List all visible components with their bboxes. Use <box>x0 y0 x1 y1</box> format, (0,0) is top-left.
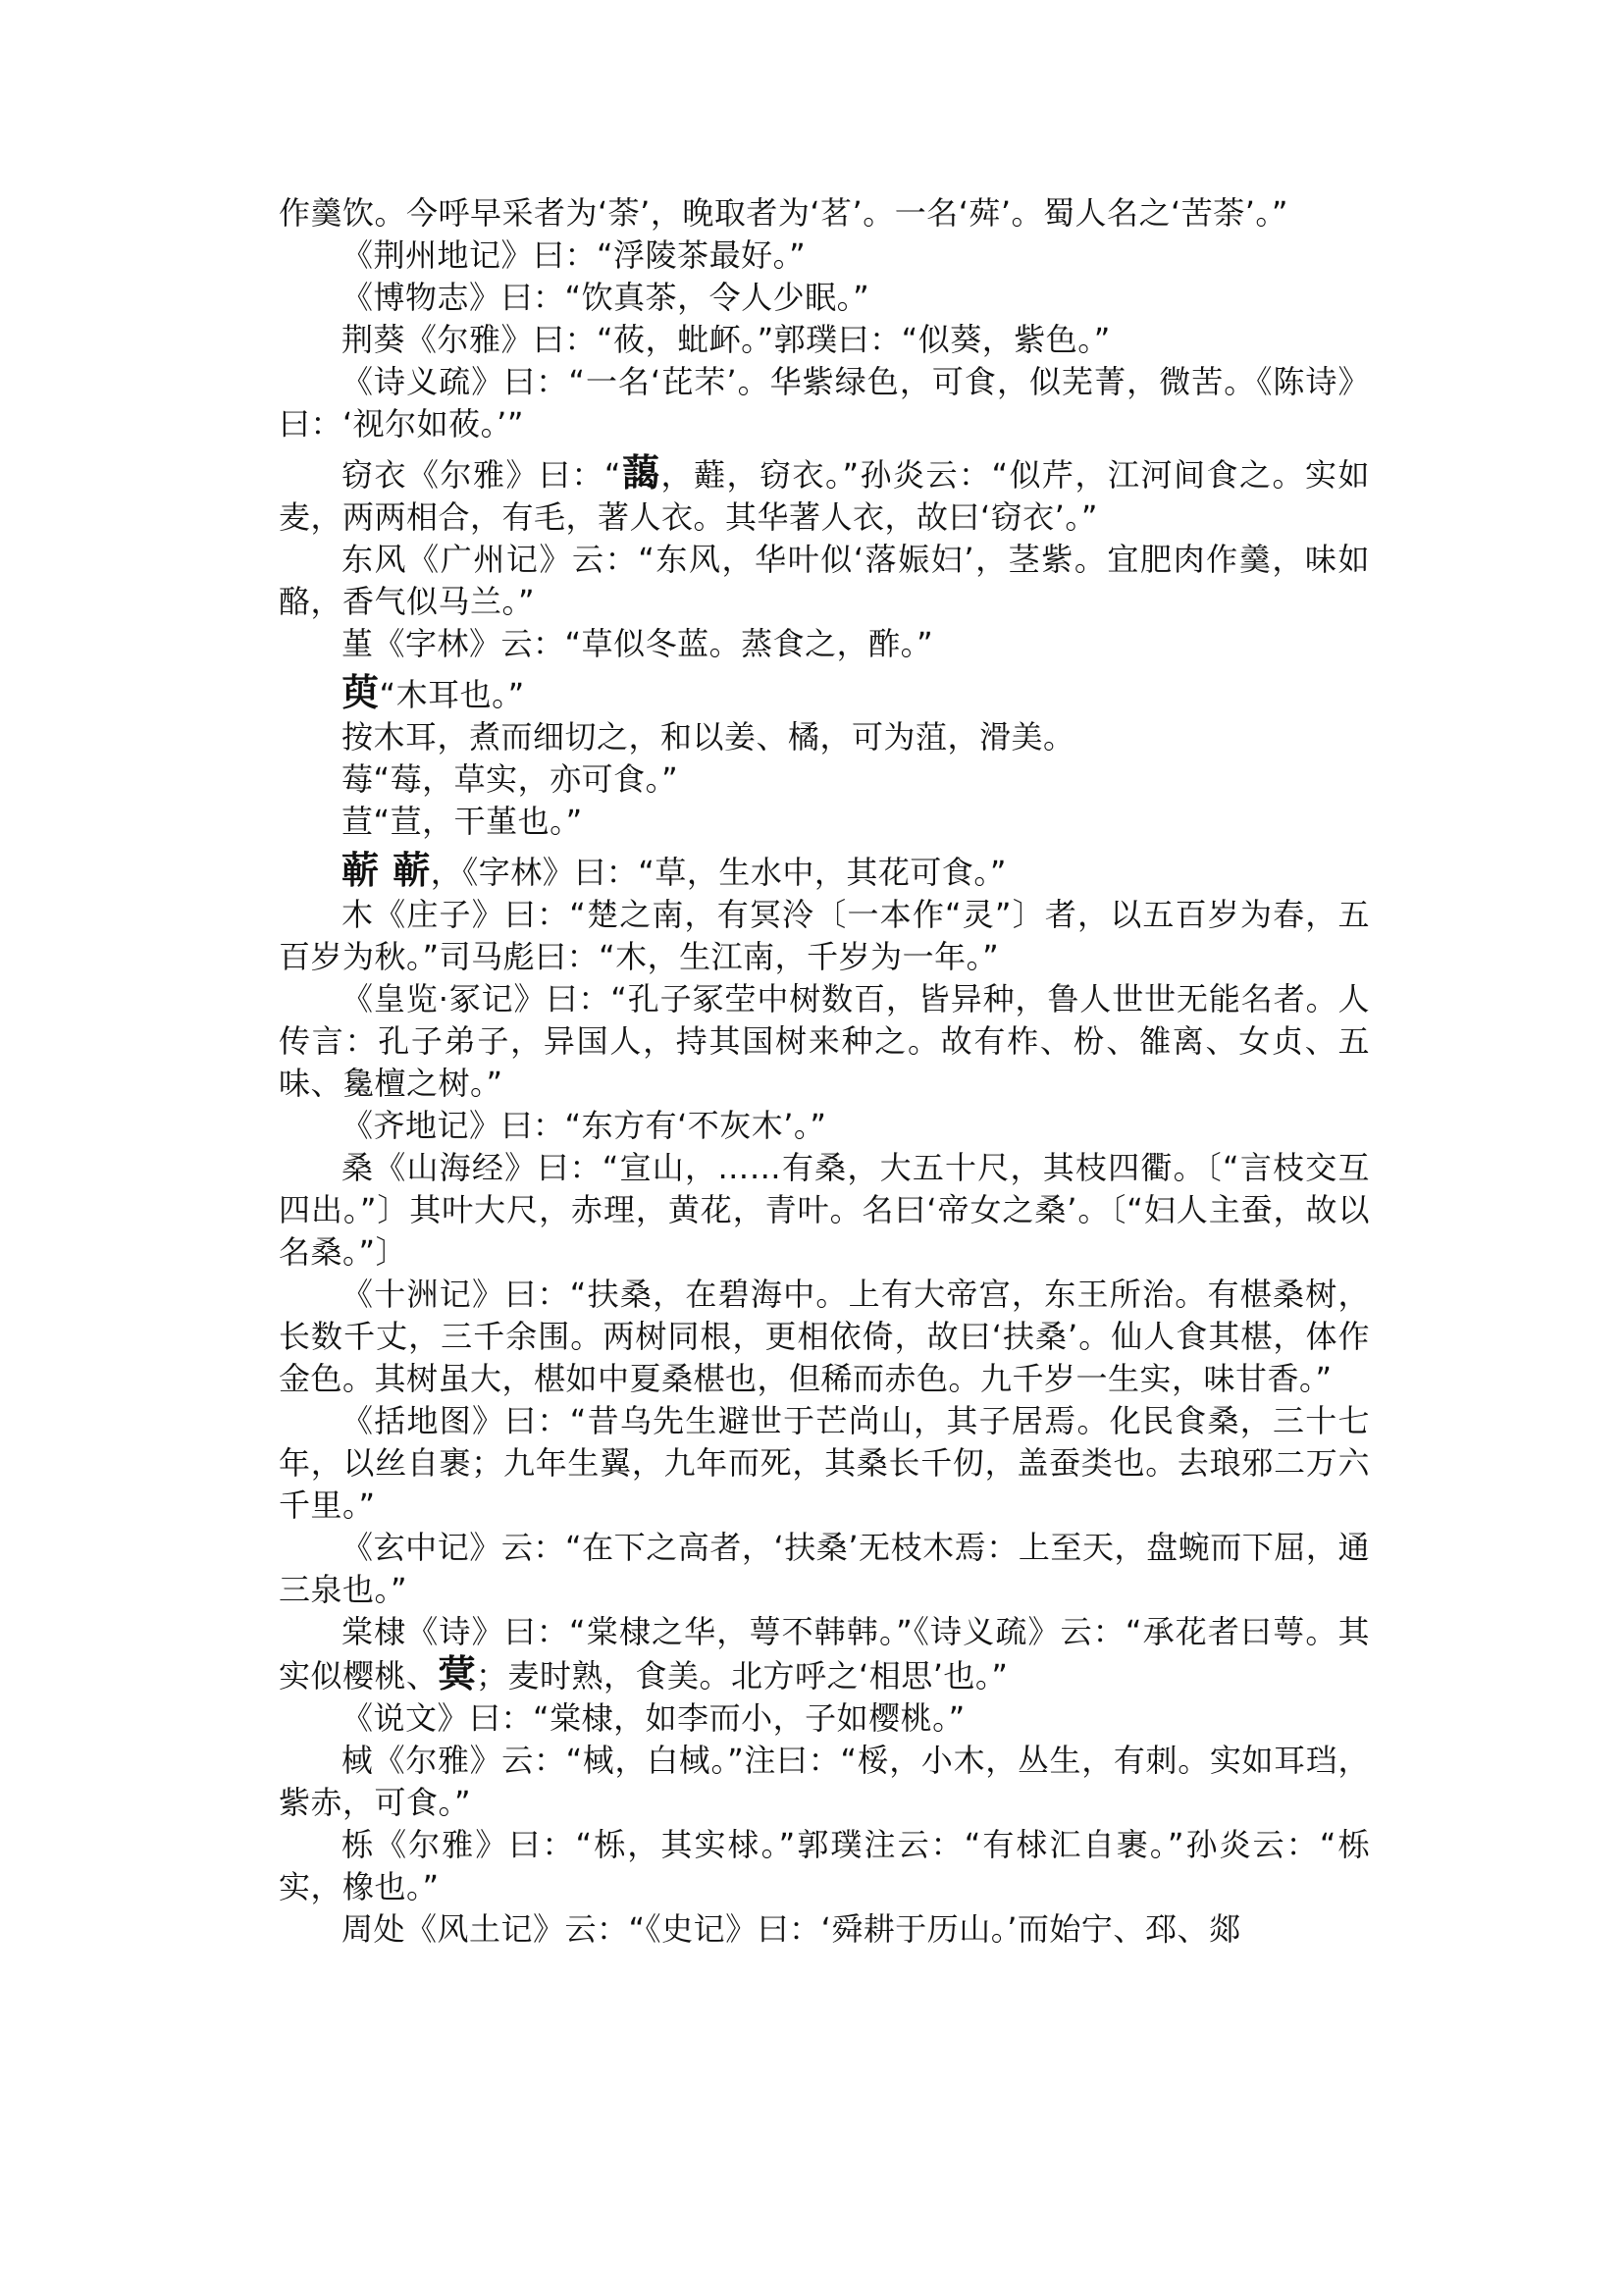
paragraph: 《皇览·冢记》曰：“孔子冢茔中树数百，皆异种，鲁人世世无能名者。人传言：孔子弟子，异国人，持其国树来种之。故有柞、枌、雒离、女贞、五味、毚檀之树。” <box>279 980 1370 1102</box>
paragraph: 棫《尔雅》云：“棫，白棫。”注曰：“桵，小木，丛生，有刺。实如耳珰，紫赤，可食。” <box>279 1742 1370 1821</box>
paragraph: 堇《字林》云：“草似冬蓝。蒸食之，酢。” <box>341 625 934 662</box>
paragraph-text: ，《字林》曰：“草，生水中，其花可食。” <box>430 854 1007 891</box>
paragraph: 《十洲记》曰：“扶桑，在碧海中。上有大帝宫，东王所治。有椹桑树，长数千丈，三千余围。两树同根，更相依倚，故曰‘扶桑’。仙人食其椹，体作金色。其树虽大，椹如中夏桑椹也，但稀而赤色。九千岁一生实，味甘香。” <box>279 1276 1370 1397</box>
paragraph: 桑《山海经》曰：“宣山，……有桑，大五十尺，其枝四衢。〔“言枝交互四出。”〕其叶大尺，赤理，黄花，青叶。名曰‘帝女之桑’。〔“妇人主蚕，故以名桑。”〕 <box>279 1149 1370 1271</box>
paragraph: 《诗义疏》曰：“一名‘芘芣’。华紫绿色，可食，似芜菁，微苦。《陈诗》曰：‘视尔如莜。’” <box>279 363 1370 443</box>
paragraph <box>279 1611 1370 1697</box>
paragraph: 《博物志》曰：“饮真茶，令人少眠。” <box>341 279 870 316</box>
paragraph <box>279 672 1370 716</box>
paragraph: 按木耳，煮而细切之，和以姜、橘，可为菹，滑美。 <box>341 718 1075 756</box>
paragraph: 《齐地记》曰：“东方有‘不灰木’。” <box>341 1107 827 1144</box>
large-character: 蓂 <box>438 1652 477 1695</box>
paragraph <box>279 850 1370 894</box>
paragraph: 木《庄子》曰：“楚之南，有冥泠〔一本作“灵”〕者，以五百岁为春，五百岁为秋。”司马彪曰：“木，生江南，千岁为一年。” <box>279 896 1370 975</box>
paragraph-text: ；麦时熟，食美。北方呼之‘相思’也。” <box>476 1657 1009 1694</box>
paragraph-text: ，蘳，窃衣。”孙炎云：“似芹，江河间食之。实如麦，两两相合，有毛，著人衣。其华著人衣，故曰‘窃衣’。” <box>279 456 1370 536</box>
paragraph: 周处《风土记》云：“《史记》曰：‘舜耕于历山。’而始宁、邳、郯 <box>341 1910 1241 1948</box>
paragraph: 《荆州地记》曰：“浮陵茶最好。” <box>341 236 807 274</box>
paragraph: 《括地图》曰：“昔乌先生避世于芒尚山，其子居焉。化民食桑，三十七年，以丝自裹；九年生翼，九年而死，其桑长千仞，盖蚕类也。去琅邪二万六千里。” <box>279 1402 1370 1524</box>
document-page <box>279 192 1370 1951</box>
paragraph: 东风《广州记》云：“东风，华叶似‘落娠妇’，茎紫。宜肥肉作羹，味如酪，香气似马兰。” <box>279 541 1370 620</box>
paragraph-text: 窃衣《尔雅》曰：“ <box>341 456 622 494</box>
paragraph <box>279 452 1370 539</box>
large-character: 藹 <box>621 451 661 495</box>
paragraph: 栎《尔雅》曰：“栎，其实梂。”郭璞注云：“有梂汇自裹。”孙炎云：“栎实，橡也。” <box>279 1826 1370 1905</box>
paragraph-text: 棠棣《诗》曰：“棠棣之华，萼不韩韩。”《诗义疏》云：“承花者曰萼。其实似樱桃、 <box>279 1613 1370 1694</box>
paragraph: 《玄中记》云：“在下之高者，‘扶桑’无枝木焉：上至天，盘蜿而下屈，通三泉也。” <box>279 1529 1370 1608</box>
paragraph: 荁“荁，干堇也。” <box>341 803 583 840</box>
large-character: 蕲 蕲 <box>341 849 431 892</box>
paragraph: 莓“莓，草实，亦可食。” <box>341 760 679 798</box>
paragraph: 《说文》曰：“棠棣，如李而小，子如樱桃。” <box>341 1699 966 1737</box>
large-character: 萸 <box>341 671 380 714</box>
paragraph-text: “木耳也。” <box>379 676 525 713</box>
paragraph: 荆葵《尔雅》曰：“莜，蚍衃。”郭璞曰：“似葵，紫色。” <box>341 321 1111 358</box>
paragraph: 作羹饮。今呼早采者为‘荼’，晚取者为‘茗’。一名‘荈’。蜀人名之‘苦荼’。” <box>279 194 1288 232</box>
